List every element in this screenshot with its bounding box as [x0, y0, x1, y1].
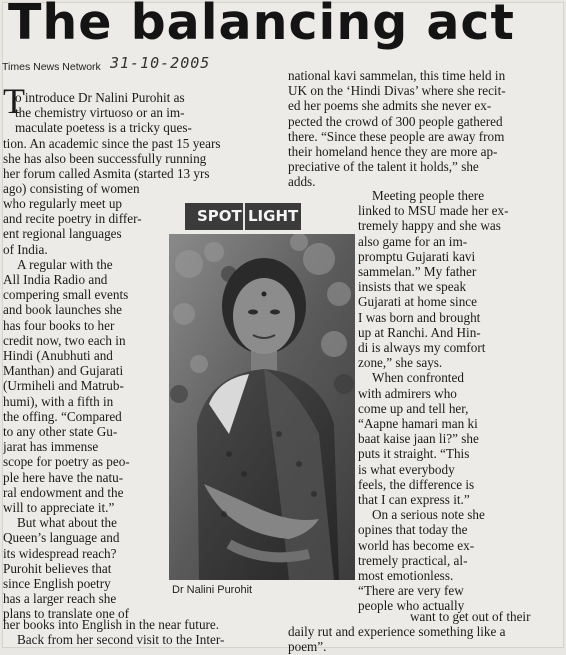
text-line: Back from her second visit to the Inter-: [17, 632, 225, 648]
text-line: has a larger reach she: [3, 591, 117, 607]
text-line: UK on the ‘Hindi Divas’ where she recit-: [288, 83, 506, 99]
text-line: puts it straight. “This: [358, 446, 470, 462]
text-line: A regular with the: [17, 256, 113, 272]
text-line: di is always my comfort: [358, 340, 486, 356]
byline: Times News Network: [2, 61, 101, 73]
text-line: Queen’s language and: [3, 530, 120, 546]
text-line: maculate poetess is a tricky ques-: [15, 120, 192, 136]
text-line: ed her poems she admits she never ex-: [288, 98, 492, 114]
text-line: is what everybody: [358, 461, 455, 477]
text-line: feels, the difference is: [358, 476, 475, 492]
text-line: her forum called Asmita (started 13 yrs: [3, 166, 210, 182]
text-line: ral endowment and the: [3, 484, 124, 500]
column-1-narrow: [3, 196, 168, 622]
text-line: she has also been successfully running: [3, 150, 207, 166]
text-line: On a serious note she: [372, 507, 485, 523]
text-line: with admirers who: [358, 385, 457, 401]
text-line: plans to translate one of: [3, 606, 129, 622]
text-line: who regularly meet up: [3, 196, 123, 211]
text-line: will to appreciate it.”: [3, 500, 115, 516]
text-line: has four books to her: [3, 317, 115, 333]
text-line: baat kaise jaan li?” she: [358, 431, 479, 447]
text-line: opines that today the: [358, 522, 468, 538]
text-line: their homeland hence they are more ap-: [288, 144, 498, 160]
text-line: world has become ex-: [358, 537, 475, 553]
column-2-upper: [358, 188, 562, 614]
column-2-bottom: [288, 609, 562, 655]
text-line: come up and tell her,: [358, 400, 469, 416]
drop-cap: T: [3, 81, 25, 121]
text-line: also game for an im-: [358, 233, 468, 249]
text-line: sammelan.” My father: [358, 264, 477, 280]
text-line: up at Ranchi. And Hin-: [358, 324, 481, 340]
text-line: linked to MSU made her ex-: [358, 203, 509, 219]
text-line: to any other state Gu-: [3, 424, 118, 440]
spotlight-word-2: LIGHT: [248, 207, 299, 225]
text-line: But what about the: [17, 515, 117, 531]
text-line: Purohit believes that: [3, 560, 112, 576]
text-line: and recite poetry in differ-: [3, 211, 142, 227]
text-line: tremely practical, al-: [358, 552, 468, 568]
text-line: I was born and brought: [358, 309, 481, 325]
text-line: (Urmiheli and Matrub-: [3, 378, 124, 394]
headline: The balancing act: [8, 0, 515, 51]
text-line: insists that we speak: [358, 279, 467, 295]
text-line: o introduce Dr Nalini Purohit as: [15, 90, 185, 105]
text-line: jarat has immense: [3, 439, 99, 455]
banner-divider: [243, 203, 245, 230]
text-line: ago) consisting of women: [3, 181, 140, 197]
text-line: people who actually: [358, 598, 465, 614]
text-line: her books into English in the near future.: [3, 617, 220, 632]
text-line: When confronted: [372, 370, 464, 386]
text-line: Hindi (Anubhuti and: [3, 348, 113, 364]
text-line: and book launches she: [3, 302, 123, 318]
text-line: most emotionless.: [358, 568, 454, 584]
text-line: pected the crowd of 300 people gathered: [288, 113, 503, 129]
text-line: ple here have the natu-: [3, 469, 124, 485]
text-line: since English poetry: [3, 576, 111, 592]
text-line: compering small events: [3, 287, 129, 303]
text-line: promptu Gujarati kavi: [358, 248, 476, 264]
text-line: “There are very few: [358, 583, 464, 599]
text-line: credit now, two each in: [3, 332, 126, 348]
text-line: its widespread reach?: [3, 545, 117, 561]
column-1-top: [3, 81, 283, 197]
text-line: All India Radio and: [3, 272, 108, 288]
text-line: scope for poetry as peo-: [3, 454, 130, 470]
text-line: want to get out of their: [410, 609, 531, 624]
text-line: ent regional languages: [3, 226, 122, 242]
text-line: national kavi sammelan, this time held in: [288, 68, 506, 83]
spotlight-banner: [185, 203, 301, 230]
handwritten-date: 31-10-2005: [110, 54, 211, 72]
text-line: preciative of the talent it holds,” she: [288, 159, 479, 175]
text-line: the chemistry virtuoso or an im-: [15, 105, 185, 121]
text-line: that I can express it.”: [358, 492, 470, 508]
text-line: Manthan) and Gujarati: [3, 363, 124, 379]
text-line: adds.: [288, 174, 316, 190]
text-line: the offing. “Compared: [3, 408, 122, 424]
text-line: tion. An academic since the past 15 years: [3, 135, 221, 151]
column-1-bottom: [3, 617, 283, 647]
text-line: poem”.: [288, 639, 327, 655]
text-line: Gujarati at home since: [358, 294, 478, 310]
text-line: Meeting people there: [372, 188, 485, 203]
text-line: zone,” she says.: [358, 355, 443, 371]
text-line: “Aapne hamari man ki: [358, 416, 478, 432]
photo-caption: Dr Nalini Purohit: [172, 584, 253, 596]
spotlight-word-1: SPOT: [197, 207, 242, 225]
column-2-top: [288, 68, 562, 190]
text-line: humi), with a fifth in: [3, 393, 114, 409]
text-line: of India.: [3, 241, 48, 257]
text-line: tremely happy and she was: [358, 218, 501, 234]
text-line: there. “Since these people are away from: [288, 128, 505, 144]
portrait-photo: [169, 234, 355, 580]
text-line: daily rut and experience something like a: [288, 624, 506, 640]
